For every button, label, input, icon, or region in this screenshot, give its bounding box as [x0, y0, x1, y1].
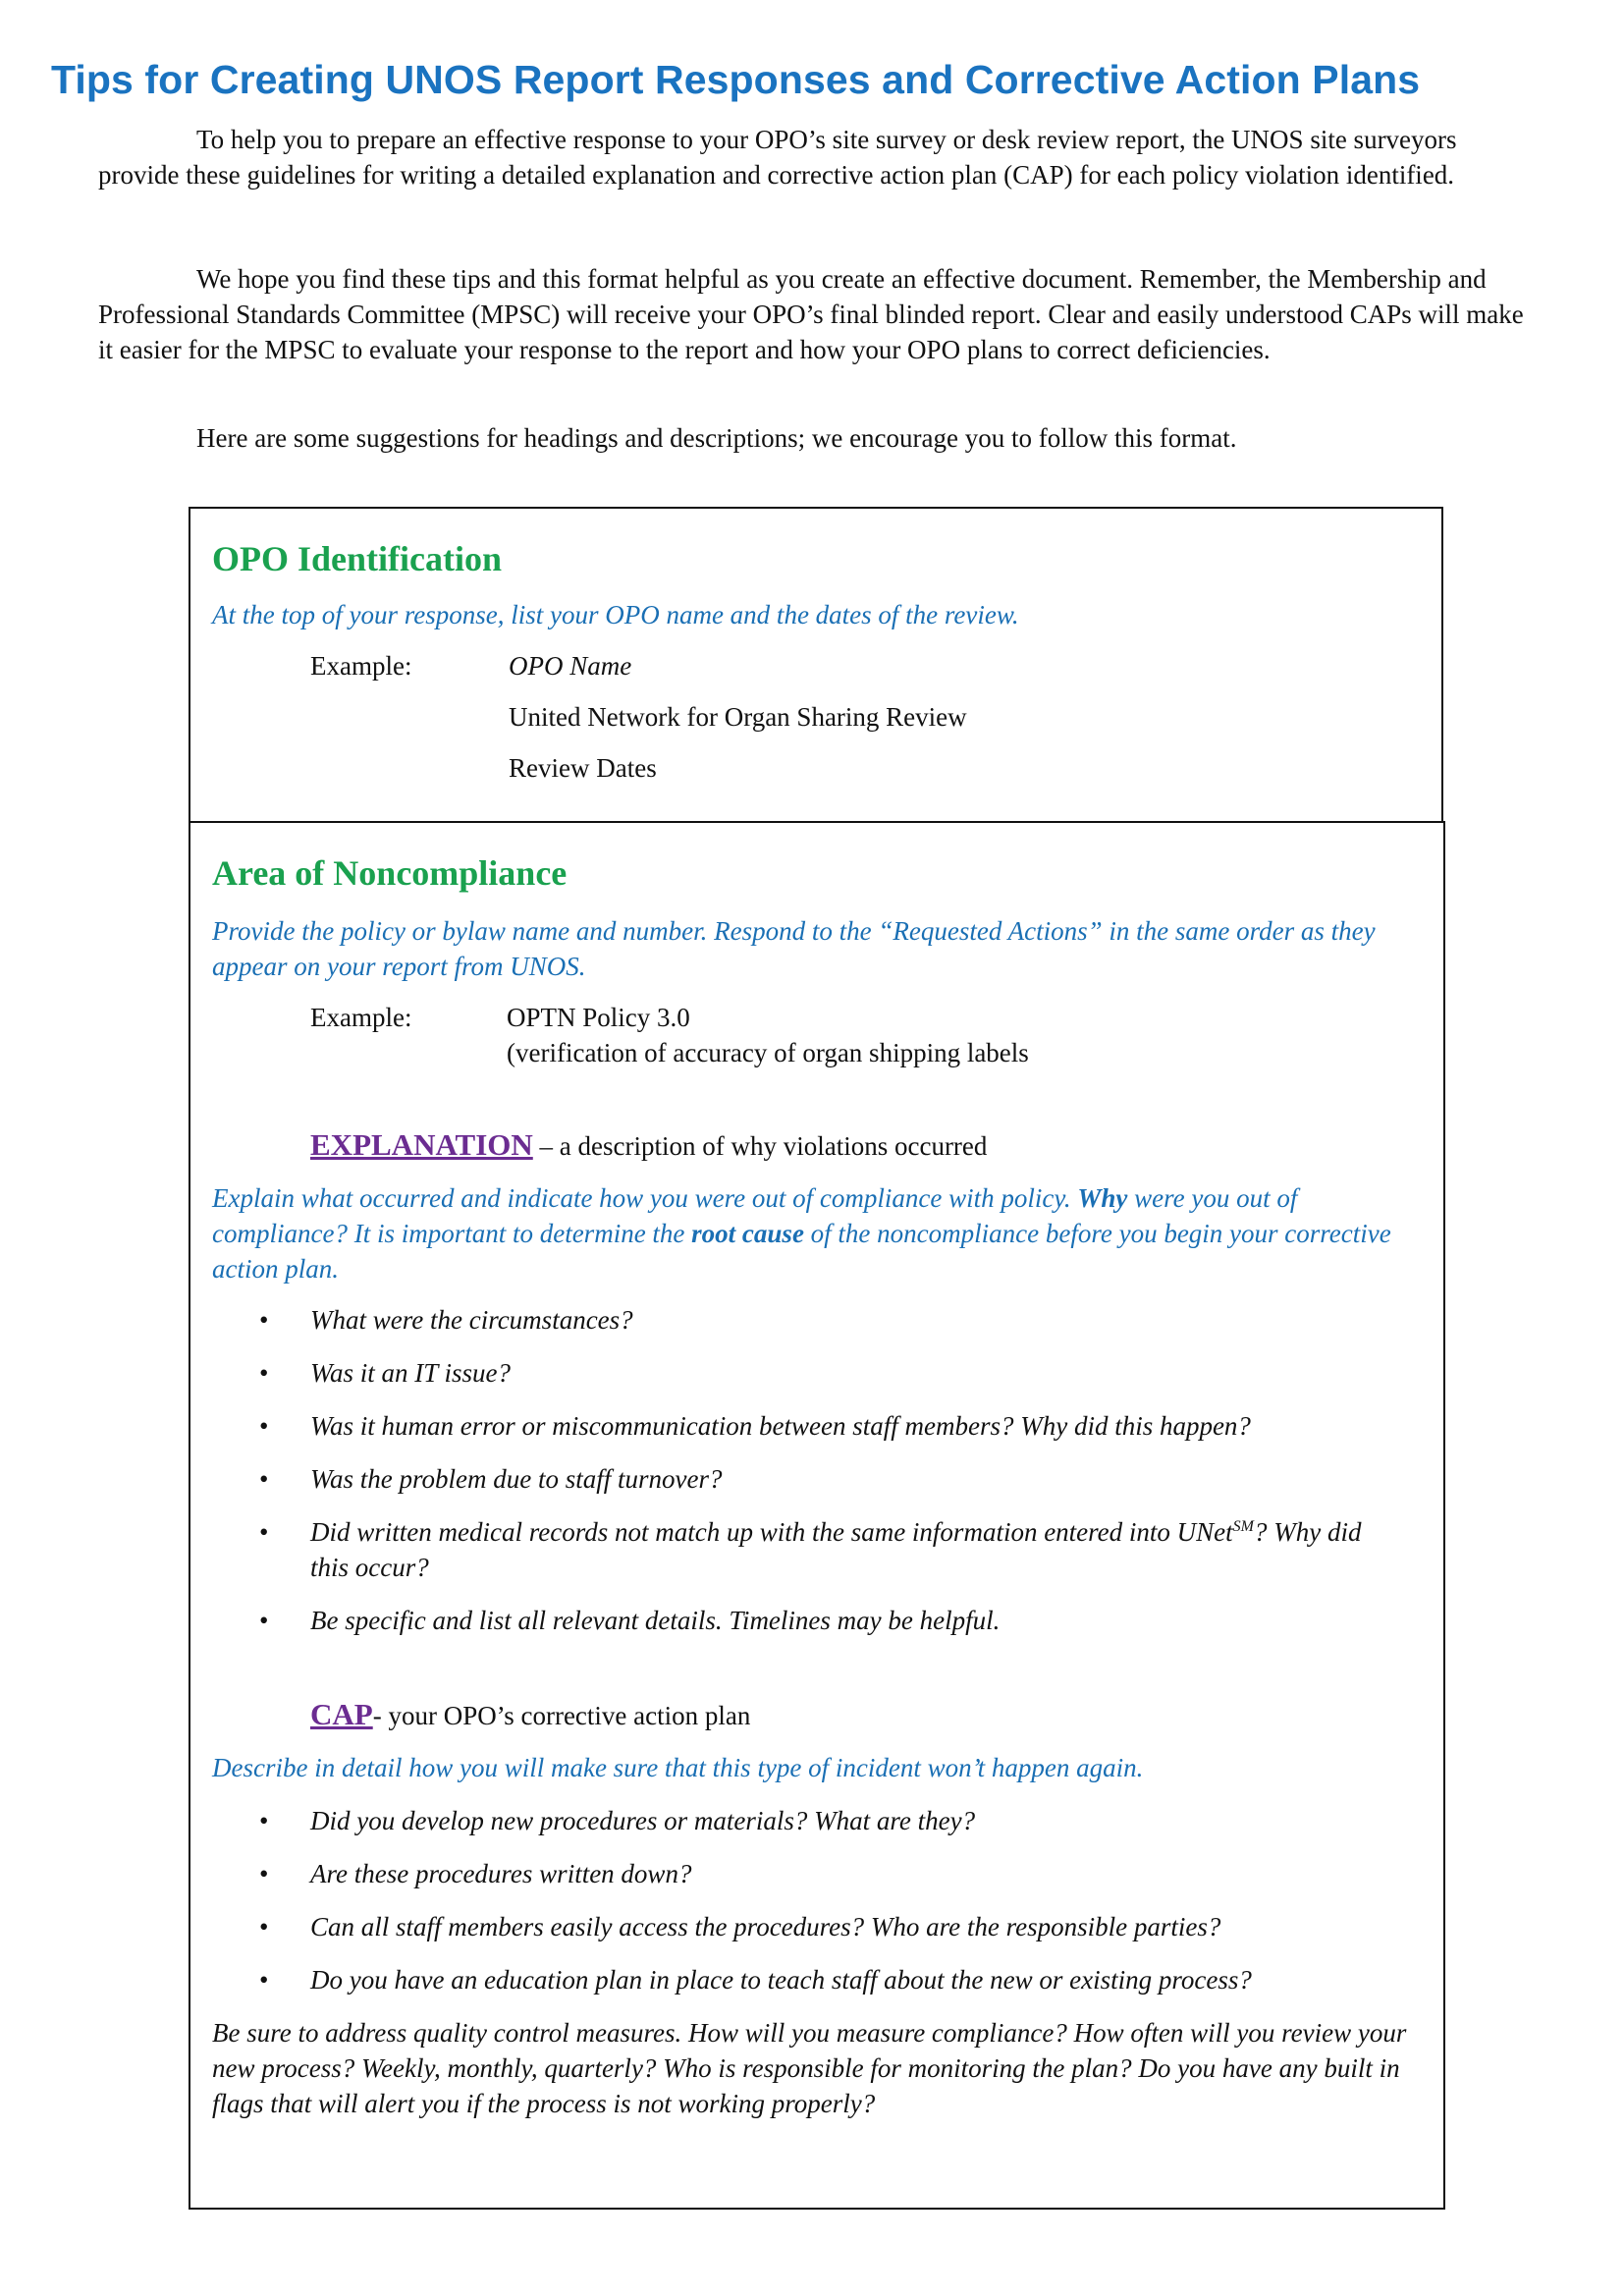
- explanation-text-part-2: were you out of compliance? It is important to determine the: [212, 1183, 1298, 1248]
- noncompliance-instruction: Provide the policy or bylaw name and number. Respond to the “Requested Actions” in the same order as they appear on your report from UNOS.: [212, 916, 1376, 981]
- list-item: • Was the problem due to staff turnover?: [190, 1461, 1398, 1497]
- unet-bullet-pre: Did written medical records not match up with the same information entered into UNet: [310, 1517, 1233, 1547]
- cap-heading-line: [310, 1697, 750, 1733]
- cap-instruction: Describe in detail how you will make sure that this type of incident won’t happen again.: [212, 1753, 1144, 1782]
- explanation-text-part-1: Explain what occurred and indicate how you were out of compliance with policy.: [212, 1183, 1078, 1213]
- page-title: Tips for Creating UNOS Report Responses and Corrective Action Plans: [51, 57, 1421, 102]
- cap-label: CAP: [310, 1697, 373, 1731]
- explanation-label: EXPLANATION: [310, 1127, 533, 1162]
- list-item: • Was it human error or miscommunication between staff members? Why did this happen?: [190, 1408, 1398, 1444]
- explanation-text: [212, 1180, 1420, 1286]
- opo-example-review: United Network for Organ Sharing Review: [509, 702, 967, 732]
- list-item: • Did you develop new procedures or materials? What are they?: [190, 1803, 1398, 1838]
- explanation-desc: – a description of why violations occurred: [532, 1131, 988, 1161]
- opo-identification-heading: OPO Identification: [212, 539, 502, 578]
- opo-example-dates: Review Dates: [509, 753, 657, 783]
- intro-paragraph-3: Here are some suggestions for headings and descriptions; we encourage you to follow this format.: [196, 423, 1237, 453]
- opo-identification-instruction: At the top of your response, list your OPO name and the dates of the review.: [212, 600, 1019, 629]
- noncompliance-example-policy: OPTN Policy 3.0: [507, 1003, 690, 1032]
- cap-desc: - your OPO’s corrective action plan: [372, 1701, 751, 1730]
- list-item: • What were the circumstances?: [190, 1302, 1398, 1338]
- explanation-text-root-cause: root cause: [691, 1219, 804, 1248]
- opo-example-label: Example:: [310, 651, 412, 681]
- opo-identification-box: [189, 507, 1443, 823]
- explanation-text-why: Why: [1077, 1183, 1128, 1213]
- noncompliance-example-desc: (verification of accuracy of organ shipping labels: [507, 1038, 1029, 1067]
- list-item: • Was it an IT issue?: [190, 1355, 1398, 1391]
- list-item: [190, 1514, 1398, 1585]
- cap-closing-text: Be sure to address quality control measures. How will you measure compliance? How often will you review your new process? Weekly, monthly, quarterly? Who is responsible for monitoring the plan? Do you have any built in flags that will alert you if the process is not working properly?: [212, 2018, 1407, 2118]
- noncompliance-box: [189, 821, 1445, 2210]
- unet-superscript: SM: [1232, 1518, 1254, 1535]
- list-item: • Are these procedures written down?: [190, 1856, 1398, 1891]
- list-item: • Do you have an education plan in place to teach staff about the new or existing process?: [190, 1962, 1398, 1997]
- opo-example-name: OPO Name: [509, 651, 632, 681]
- intro-paragraph-2: We hope you find these tips and this format helpful as you create an effective document. Remember, the Membership and Professional Standards Committee (MPSC) will receive your OPO’s final blinded report. Clear and easily understood CAPs will make it easier for the MPSC to evaluate your response to the report and how your OPO plans to correct deficiencies.: [98, 264, 1524, 364]
- list-item: • Can all staff members easily access the procedures? Who are the responsible parties?: [190, 1909, 1398, 1944]
- list-item: • Be specific and list all relevant details. Timelines may be helpful.: [190, 1603, 1398, 1638]
- noncompliance-heading: Area of Noncompliance: [212, 853, 568, 893]
- noncompliance-example-label: Example:: [310, 1003, 412, 1032]
- explanation-heading-line: [310, 1127, 987, 1164]
- unet-bullet-post: ? Why did this occur?: [310, 1517, 1362, 1582]
- intro-paragraph-1: To help you to prepare an effective response to your OPO’s site survey or desk review report, the UNOS site surveyors provide these guidelines for writing a detailed explanation and corrective action plan (CAP) for each policy violation identified.: [98, 125, 1457, 190]
- explanation-text-part-3: of the noncompliance before you begin your corrective action plan.: [212, 1219, 1391, 1284]
